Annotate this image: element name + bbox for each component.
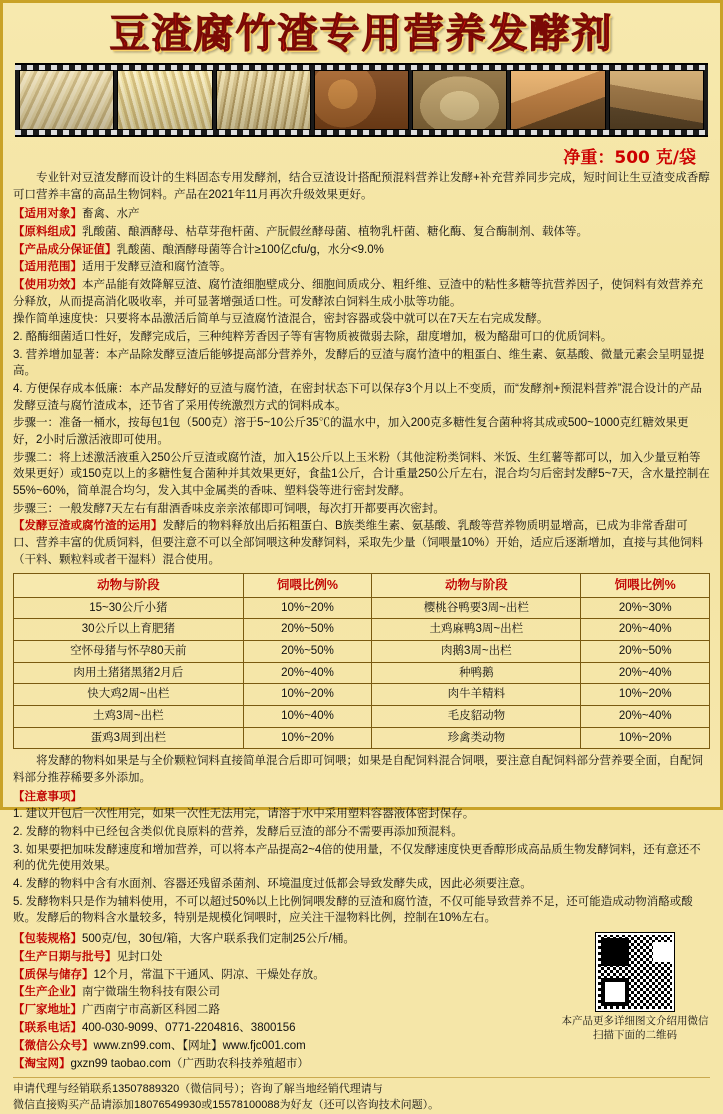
info-website-text: www.zn99.com、【网址】www.fjc001.com [93, 1039, 306, 1052]
company-info [13, 931, 554, 1074]
info-address-label: 【厂家地址】 [13, 1004, 82, 1017]
cell: 土鸡3周~出栏 [14, 705, 244, 727]
section-scope-text: 适用于发酵豆渣和腐竹渣等。 [82, 261, 232, 274]
section-efficacy-text: 本产品能有效降解豆渣、腐竹渣细胞壁成分、细胞间质成分、粗纤维、豆渣中的粘性多糖等抗营养因子，使饲料有效营养充分释放，从而提高消化吸收率，并可显著增强适口性。可发酵浓白饲料生成小肽等功能。 [13, 279, 703, 308]
section-target [13, 206, 710, 223]
info-manufacturer-text: 南宁微瑞生物科技有限公司 [82, 986, 220, 999]
info-shelf-life-label: 【质保与储存】 [13, 968, 94, 981]
cell: 珍禽类动物 [372, 727, 581, 749]
photo-frame-5 [412, 70, 507, 130]
cell: 20%~40% [581, 619, 710, 641]
usage-step-3: 步骤三：一般发酵7天左右有甜酒香味皮亲亲浓郁即可饲喂，每次打开都要再次密封。 [13, 502, 445, 515]
cell: 肉用土猪猪黑猪2月后 [14, 662, 244, 684]
info-packaging-text: 500克/包，30包/箱，大客户联系我们定制25公斤/桶。 [82, 933, 355, 945]
info-website [13, 1038, 554, 1056]
title-band [13, 9, 710, 57]
section-dosage [13, 518, 710, 568]
info-date-text: 见封口处 [116, 950, 163, 963]
body-content [13, 170, 710, 1114]
info-website-label: 【微信公众号】 [13, 1039, 94, 1052]
cell: 肉鹅3周~出栏 [372, 640, 581, 662]
section-target-text: 畜禽、水产 [82, 208, 140, 221]
section-guarantee [13, 242, 710, 259]
cell: 10%~20% [581, 684, 710, 706]
caution-5: 5. 发酵物料只是作为辅料使用，不可以超过50%以上比例饲喂发酵的豆渣和腐竹渣，不仅可能导致营养不足，还可能造成动物消酪或酸败。发酵后的物料含水量较多，特别是规模化饲喂时，应关注干湿物料比例，控制在10%左右。 [13, 895, 693, 925]
info-date [13, 949, 554, 967]
section-scope [13, 259, 710, 276]
table-row [14, 597, 710, 619]
table-row [14, 727, 710, 749]
steps-point-4: 4. 方便保存成本低廉：本产品发酵好的豆渣与腐竹渣，在密封状态下可以保存3个月以上不变质，而“发酵剂+预混料营养”混合设计的产品发酵豆渣与腐竹渣成本，还节省了采用传统激烈方式的饲料成本。 [13, 383, 703, 412]
cell: 10%~20% [243, 727, 372, 749]
usage-step-2: 步骤二：将上述激活液重入250公斤豆渣或腐竹渣，加入15公斤以上玉米粉（其他淀粉类饲料、米饭、生红薯等都可以，加入少量豆粕等效果更好）或150克以上的多糖性复合菌种并其效果更好，食盐1公斤，合计重量250公斤左右，混合均匀后密封发酵5~7天，含水量控制在55%~60%，简单混合均匀，发入其中金属类的香味、塑料袋等进行密封发酵。 [13, 451, 710, 498]
section-efficacy-label: 【使用功效】 [13, 279, 82, 292]
agent-line-1: 申请代理与经销联系13507889320（微信同号）；咨询了解当地经销代理请与 [13, 1082, 383, 1095]
cell: 樱桃谷鸭要3周~出栏 [372, 597, 581, 619]
steps-point-2: 2. 酪酶细菌适口性好，发酵完成后，三种纯粹芳香因子等有害物质被微弱去除，甜度增加，极为酪甜可口的优质饲料。 [13, 331, 613, 344]
table-header-row [14, 574, 710, 597]
cell: 土鸡麻鸭3周~出栏 [372, 619, 581, 641]
section-target-label: 【适用对象】 [13, 208, 82, 221]
caution-3: 3. 如果要把加味发酵速度和增加营养，可以将本产品提高2~4倍的使用量，不仅发酵速度快更香醇形成高品质生物发酵饲料，还有意还不利的优先使用效果。 [13, 843, 701, 873]
cell: 20%~40% [581, 662, 710, 684]
agent-line-2: 微信直接购买产品请添加18076549930或15578100088为好友（还可以咨询技术问题）。 [13, 1099, 440, 1111]
info-phone [13, 1020, 554, 1038]
section-efficacy [13, 277, 710, 310]
info-taobao-label: 【淘宝网】 [13, 1057, 71, 1070]
cell: 10%~20% [243, 597, 372, 619]
info-phone-text: 400-030-9099、0771-2204816、3800156 [82, 1022, 296, 1035]
after-table-note: 将发酵的物料如果是与全价颗粒饲料直接简单混合后即可饲喂；如果是自配饲料混合饲喂，要注意自配饲料部分营养要全面，自配饲料部分推荐稀要多外添加。 [13, 755, 703, 784]
cell: 20%~50% [243, 619, 372, 641]
section-dosage-label: 【发酵豆渣或腐竹渣的运用】 [13, 520, 163, 533]
steps-header: 操作简单速度快：只要将本品激活后简单与豆渣腐竹渣混合，密封容器或袋中就可以在7天左右完成发酵。 [13, 313, 549, 326]
cell: 30公斤以上育肥猪 [14, 619, 244, 641]
feeding-ratio-table [13, 573, 710, 749]
cell: 蛋鸡3周到出栏 [14, 727, 244, 749]
table-row [14, 619, 710, 641]
cell: 空怀母猪与怀孕80天前 [14, 640, 244, 662]
cell: 快大鸡2周~出栏 [14, 684, 244, 706]
cell: 20%~50% [581, 640, 710, 662]
section-dosage-text: 发酵后的物料释放出后拓粗蛋白、B族类维生素、氨基酸、乳酸等营养物质明显增高，已成为非常香甜可口、营养丰富的优质饲料，但要注意不可以全部饲喂这种发酵饲料，采取先少量（饲喂量10%）开始，适应后逐渐增加，直接与其他饲料（干料、颗粒料或者干湿料）混合使用。 [13, 520, 704, 566]
photo-frame-1 [19, 70, 114, 130]
info-taobao [13, 1056, 554, 1074]
page-title: 豆渣腐竹渣专用营养发酵剂 [109, 11, 614, 57]
cell: 10%~40% [243, 705, 372, 727]
cell: 20%~40% [581, 705, 710, 727]
agent-contact-block [13, 1081, 710, 1114]
steps-point-3: 3. 营养增加显著：本产品除发酵豆渣后能够提高部分营养外，发酵后的豆渣与腐竹渣中的粗蛋白、维生素、氨基酸、微量元素会呈明显提高。 [13, 348, 705, 378]
section-guarantee-label: 【产品成分保证值】 [13, 243, 117, 256]
info-manufacturer-label: 【生产企业】 [13, 986, 82, 999]
section-ingredients-label: 【原料组成】 [13, 226, 82, 239]
caution-2: 2. 发酵的物料中已经包含类似优良原料的营养，发酵后豆渣的部分不需要再添加预混料。 [13, 825, 463, 838]
cell: 毛皮貂动物 [372, 705, 581, 727]
cell: 20%~30% [581, 597, 710, 619]
cell: 10%~20% [243, 684, 372, 706]
info-date-label: 【生产日期与批号】 [13, 950, 117, 963]
footer-divider [13, 1077, 710, 1078]
section-scope-label: 【适用范围】 [13, 261, 82, 274]
info-shelf-life-text: 12个月，常温下干通风、阴凉、干燥处存放。 [93, 968, 325, 981]
cell: 20%~50% [243, 640, 372, 662]
cautions-label: 【注意事项】 [13, 790, 82, 803]
info-phone-label: 【联系电话】 [13, 1022, 82, 1035]
film-perforation-bottom [15, 130, 708, 135]
col-ratio-left: 饲喂比例% [243, 574, 372, 597]
qr-section [560, 931, 710, 1074]
info-taobao-text: gxzn99 taobao.com（广西助农科技养殖超市） [70, 1057, 309, 1070]
table-row [14, 684, 710, 706]
info-packaging-label: 【包装规格】 [13, 933, 82, 945]
section-ingredients-text: 乳酸菌、酿酒酵母、枯草芽孢杆菌、产朊假丝酵母菌、植物乳杆菌、糖化酶、复合酶制剂、载体等。 [82, 226, 588, 239]
cautions-block [13, 789, 710, 927]
photo-frame-6 [510, 70, 605, 130]
lead-paragraph: 专业针对豆渣发酵而设计的生料固态专用发酵剂，结合豆渣设计搭配预混料营养让发酵+补充营养同步完成，短时间让生豆渣变成香醇可口营养丰富的高品生物饲料。产品在2021年11月再次升级效果更好。 [13, 172, 710, 201]
col-ratio-right: 饲喂比例% [581, 574, 710, 597]
caution-1: 1. 建议开包后一次性用完，如果一次性无法用完，请溶于水中采用塑料容器液体密封保存。 [13, 808, 475, 821]
photo-frame-2 [117, 70, 212, 130]
cell: 15~30公斤小猪 [14, 597, 244, 619]
info-address-text: 广西南宁市高新区科园二路 [82, 1004, 220, 1017]
section-ingredients [13, 224, 710, 241]
footer-area [13, 931, 710, 1074]
col-animal-stage-right: 动物与阶段 [372, 574, 581, 597]
caution-4: 4. 发酵的物料中含有水面剂、容器还残留杀菌剂、环境温度过低都会导致发酵失成，因此必须要注意。 [13, 877, 532, 890]
net-weight: 净重：500 克/袋 [563, 148, 696, 168]
table-row [14, 640, 710, 662]
info-packaging [13, 931, 554, 949]
info-shelf-life [13, 967, 554, 985]
usage-step-1: 步骤一：准备一桶水，按每包1包（500克）溶于5~10公斤35℃的温水中，加入200克多糖性复合菌种将其成或500~1000克红糖效果更好，2小时后激活液即可使用。 [13, 417, 689, 447]
qr-code-icon [596, 933, 674, 1011]
table-row [14, 662, 710, 684]
photo-frame-4 [314, 70, 409, 130]
cell: 10%~20% [581, 727, 710, 749]
table-row [14, 705, 710, 727]
section-guarantee-text: 乳酸菌、酿酒酵母菌等合计≥100亿cfu/g，水分<9.0% [116, 243, 384, 256]
cell: 20%~40% [243, 662, 372, 684]
qr-caption: 本产品更多详细图文介绍用微信扫描下面的二维码 [561, 1015, 709, 1042]
info-manufacturer [13, 984, 554, 1002]
cell: 肉牛羊精料 [372, 684, 581, 706]
info-address [13, 1002, 554, 1020]
cell: 种鸭鹅 [372, 662, 581, 684]
photo-filmstrip [15, 63, 708, 137]
photo-frame-7 [609, 70, 704, 130]
photo-frame-3 [216, 70, 311, 130]
col-animal-stage-left: 动物与阶段 [14, 574, 244, 597]
